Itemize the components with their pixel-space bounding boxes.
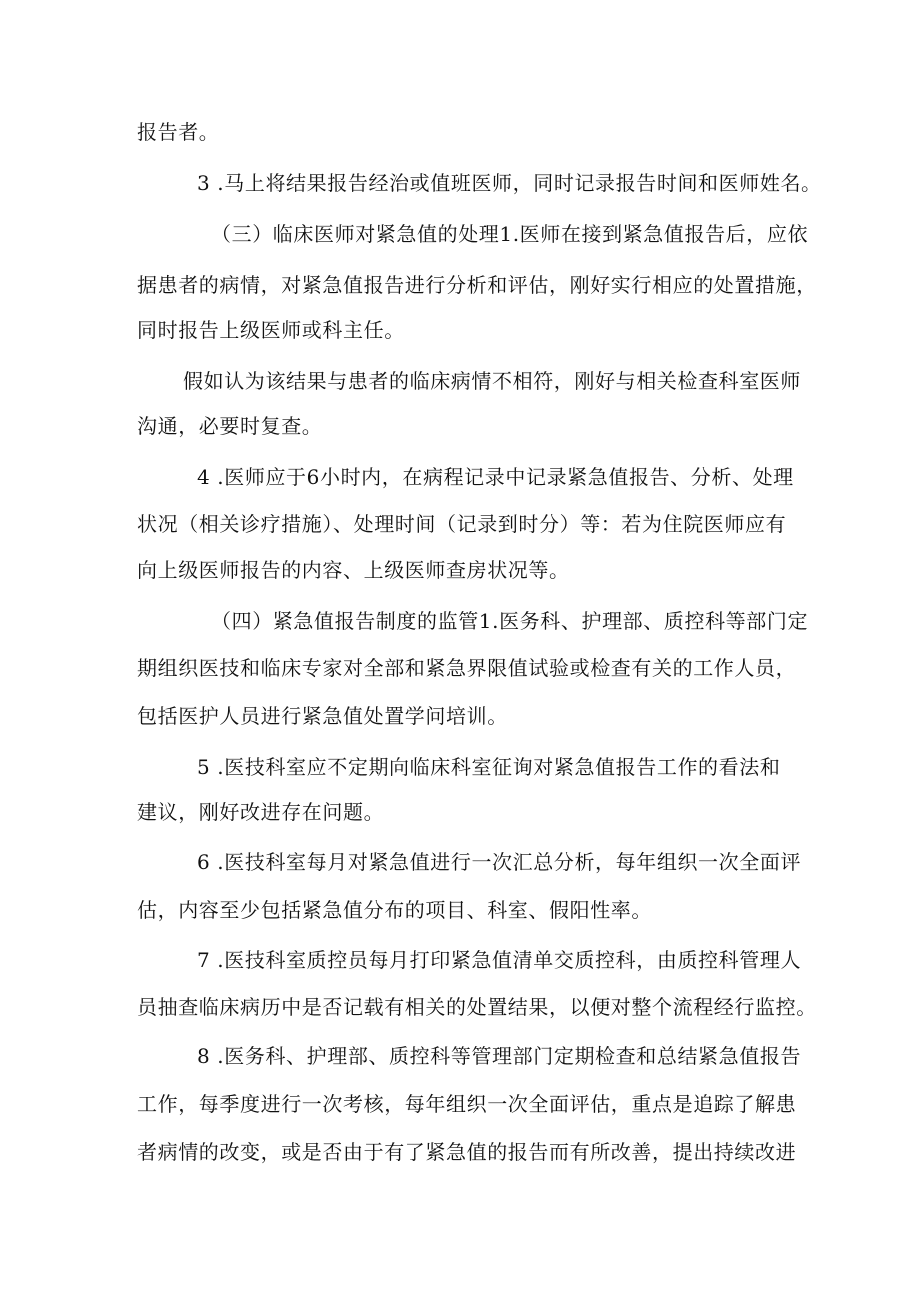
- text-line: 假如认为该结果与患者的临床病情不相符，刚好与相关检查科室医师: [183, 369, 801, 393]
- text-line: 者病情的改变，或是否由于有了紧急值的报告而有所改善，提出持续改进: [137, 1140, 797, 1164]
- text-line: 向上级医师报告的内容、上级医师查房状况等。: [137, 558, 570, 582]
- text-line: 6 .医技科室每月对紧急值进行一次汇总分析，每年组织一次全面评: [197, 850, 802, 874]
- text-line: 建议，刚好改进存在问题。: [137, 800, 385, 824]
- text-line: 据患者的病情，对紧急值报告进行分析和评估，刚好实行相应的处置措施，: [137, 273, 817, 297]
- text-line: 状况（相关诊疗措施）、处理时间（记录到时分）等：若为住院医师应有: [137, 512, 787, 536]
- text-line: 3 .马上将结果报告经治或值班医师，同时记录报告时间和医师姓名。: [197, 171, 822, 195]
- text-line: 8 .医务科、护理部、质控科等管理部门定期检查和总结紧急值报告: [197, 1044, 802, 1068]
- text-line: 报告者。: [137, 120, 220, 144]
- text-line: 同时报告上级医师或科主任。: [137, 318, 405, 342]
- text-line: 5 .医技科室应不定期向临床科室征询对紧急值报告工作的看法和: [197, 755, 781, 779]
- text-line: 7 .医技科室质控员每月打印紧急值清单交质控科，由质控科管理人: [197, 948, 802, 972]
- text-line: 包括医护人员进行紧急值处置学问培训。: [137, 704, 508, 728]
- text-line: 期组织医技和临床专家对全部和紧急界限值试验或检查有关的工作人员，: [137, 656, 797, 680]
- text-line: （三）临床医师对紧急值的处理1.医师在接到紧急值报告后，应依: [211, 222, 809, 246]
- text-line: （四）紧急值报告制度的监管1.医务科、护理部、质控科等部门定: [211, 609, 809, 633]
- text-line: 沟通，必要时复查。: [137, 414, 323, 438]
- text-line: 员抽查临床病历中是否记载有相关的处置结果，以便对整个流程经行监控。: [137, 995, 817, 1019]
- text-line: 估，内容至少包括紧急值分布的项目、科室、假阳性率。: [137, 898, 652, 922]
- text-line: 工作，每季度进行一次考核，每年组织一次全面评估，重点是追踪了解患: [137, 1092, 797, 1116]
- text-line: 4 .医师应于6小时内，在病程记录中记录紧急值报告、分析、处理: [197, 465, 794, 489]
